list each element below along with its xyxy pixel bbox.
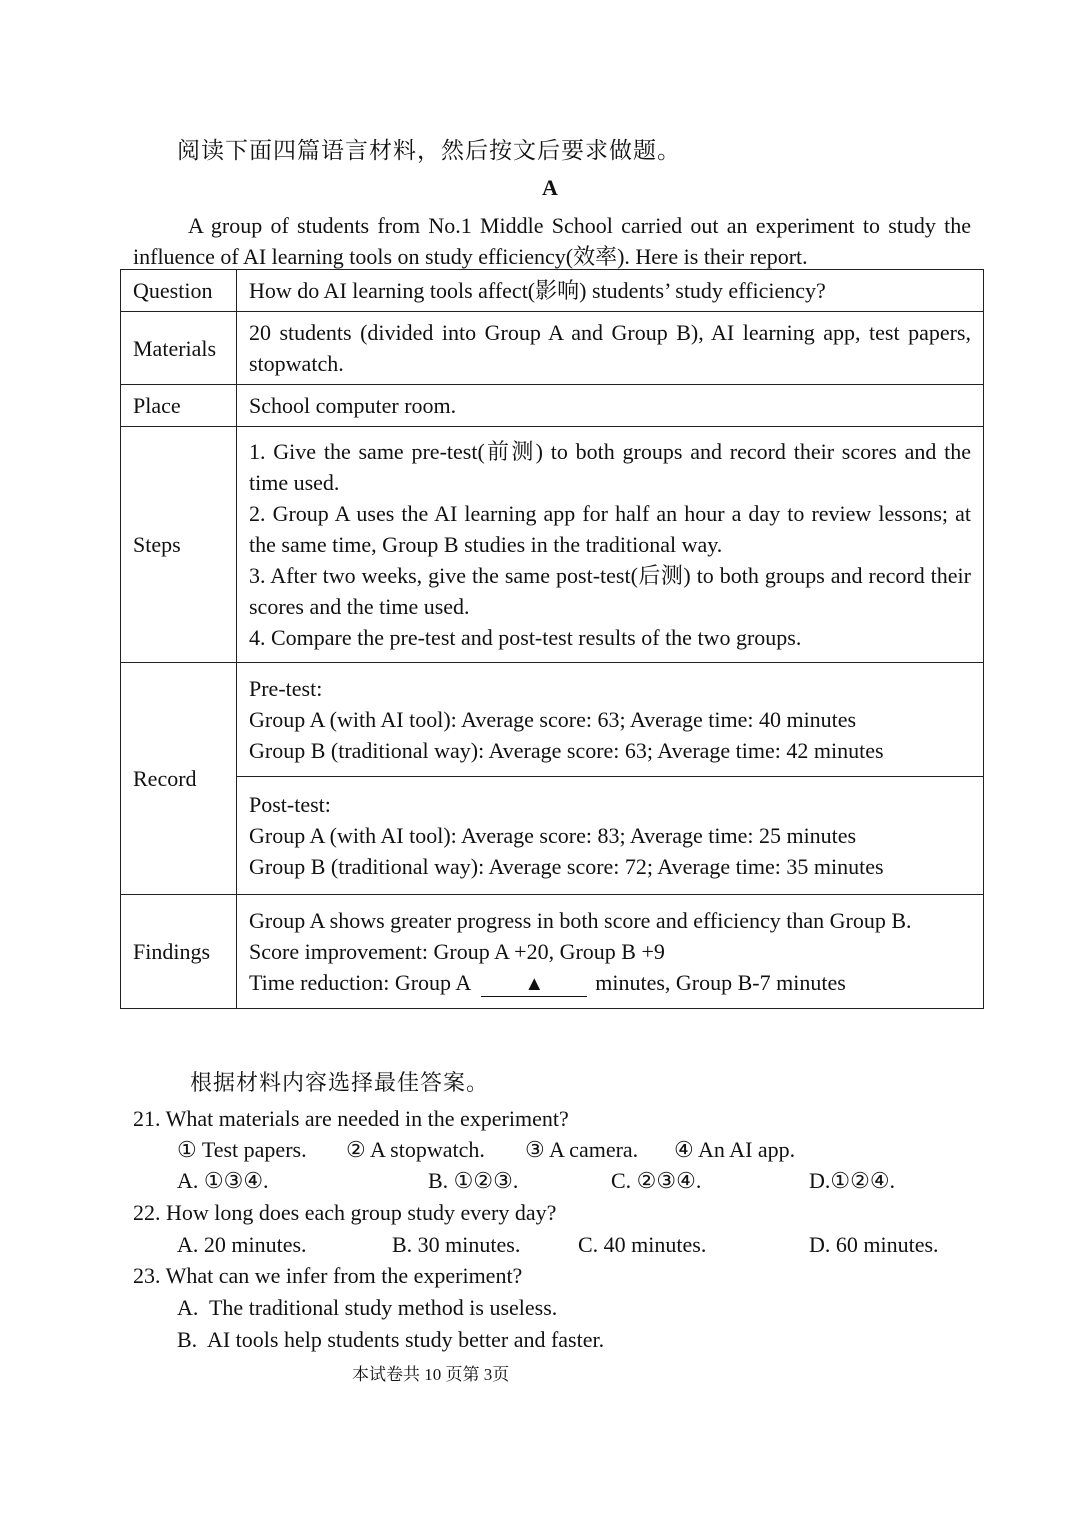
- q21-option-b: B. ①②③.: [428, 1168, 519, 1193]
- place-text: School computer room.: [237, 385, 984, 427]
- post-test-group-a: Group A (with AI tool): Average score: 83; Average time: 25 minutes: [249, 823, 857, 848]
- pre-test-title: Pre-test:: [249, 676, 323, 701]
- step-2: 2. Group A uses the AI learning app for half an hour a day to review lessons; at the same time, Group B studies in the traditional way.: [249, 501, 971, 557]
- step-3: 3. After two weeks, give the same post-test(后测) to both groups and record their scores and the time used.: [249, 563, 971, 619]
- q21-item-2: ② A stopwatch.: [346, 1137, 485, 1162]
- experiment-report-table: [120, 269, 984, 1009]
- section-label: A: [542, 175, 558, 200]
- q22-option-b: B. 30 minutes.: [392, 1232, 521, 1257]
- question-text: How do AI learning tools affect(影响) students’ study efficiency?: [237, 270, 984, 312]
- q21-item-4: ④ An AI app.: [674, 1137, 796, 1162]
- step-4: 4. Compare the pre-test and post-test results of the two groups.: [249, 625, 802, 650]
- question-21-stem: 21. What materials are needed in the experiment?: [133, 1106, 569, 1131]
- q21-option-a: A. ①③④.: [177, 1168, 269, 1193]
- pre-test-cell: [237, 663, 984, 777]
- findings-label: Findings: [121, 895, 237, 1009]
- step-1: 1. Give the same pre-test(前测) to both groups and record their scores and the time used.: [249, 439, 971, 495]
- table-row-place: [121, 385, 984, 427]
- steps-label: Steps: [121, 427, 237, 663]
- materials-text: 20 students (divided into Group A and Group B), AI learning app, test papers, stopwatch.: [237, 312, 984, 385]
- table-row-findings: [121, 895, 984, 1009]
- pre-test-group-a: Group A (with AI tool): Average score: 63; Average time: 40 minutes: [249, 707, 857, 732]
- passage-intro-paragraph: A group of students from No.1 Middle School carried out an experiment to study the influence of AI learning tools on study efficiency(效率). Here is their report.: [133, 213, 971, 269]
- question-23-stem: 23. What can we infer from the experiment?: [133, 1263, 523, 1288]
- findings-line-1: Group A shows greater progress in both score and efficiency than Group B.: [249, 908, 912, 933]
- post-test-group-b: Group B (traditional way): Average score: 72; Average time: 35 minutes: [249, 854, 884, 879]
- page-footer: 本试卷共 10 页第 3页: [352, 1365, 510, 1384]
- pre-test-group-b: Group B (traditional way): Average score: 63; Average time: 42 minutes: [249, 738, 884, 763]
- q21-option-c: C. ②③④.: [611, 1168, 702, 1193]
- q22-option-a: A. 20 minutes.: [177, 1232, 307, 1257]
- question-22-stem: 22. How long does each group study every day?: [133, 1200, 557, 1225]
- findings-time-suffix: minutes, Group B-7 minutes: [595, 970, 846, 995]
- steps-cell: [237, 427, 984, 663]
- findings-cell: [237, 895, 984, 1009]
- record-label: Record: [121, 663, 237, 895]
- post-test-title: Post-test:: [249, 792, 331, 817]
- q21-option-d: D.①②④.: [809, 1168, 896, 1193]
- table-row-materials: [121, 312, 984, 385]
- question-label: Question: [121, 270, 237, 312]
- reading-instructions: 阅读下面四篇语言材料，然后按文后要求做题。: [177, 138, 681, 163]
- materials-label: Materials: [121, 312, 237, 385]
- q21-item-3: ③ A camera.: [525, 1137, 639, 1162]
- place-label: Place: [121, 385, 237, 427]
- findings-time-prefix: Time reduction: Group A: [249, 970, 472, 995]
- table-row-pre-test: [121, 663, 984, 777]
- q22-option-c: C. 40 minutes.: [578, 1232, 707, 1257]
- table-row-question: [121, 270, 984, 312]
- questions-instructions: 根据材料内容选择最佳答案。: [190, 1070, 490, 1095]
- findings-line-3: [249, 967, 971, 998]
- q22-option-d: D. 60 minutes.: [809, 1232, 939, 1257]
- answer-blank: [481, 971, 587, 997]
- q21-item-1: ① Test papers.: [177, 1137, 307, 1162]
- triangle-icon: ▲: [524, 973, 545, 995]
- table-row-post-test: [121, 777, 984, 895]
- q23-option-b: B. AI tools help students study better and faster.: [177, 1327, 605, 1352]
- findings-line-2: Score improvement: Group A +20, Group B +9: [249, 939, 665, 964]
- post-test-cell: [237, 777, 984, 895]
- table-row-steps: [121, 427, 984, 663]
- q23-option-a: A. The traditional study method is useless.: [177, 1295, 558, 1320]
